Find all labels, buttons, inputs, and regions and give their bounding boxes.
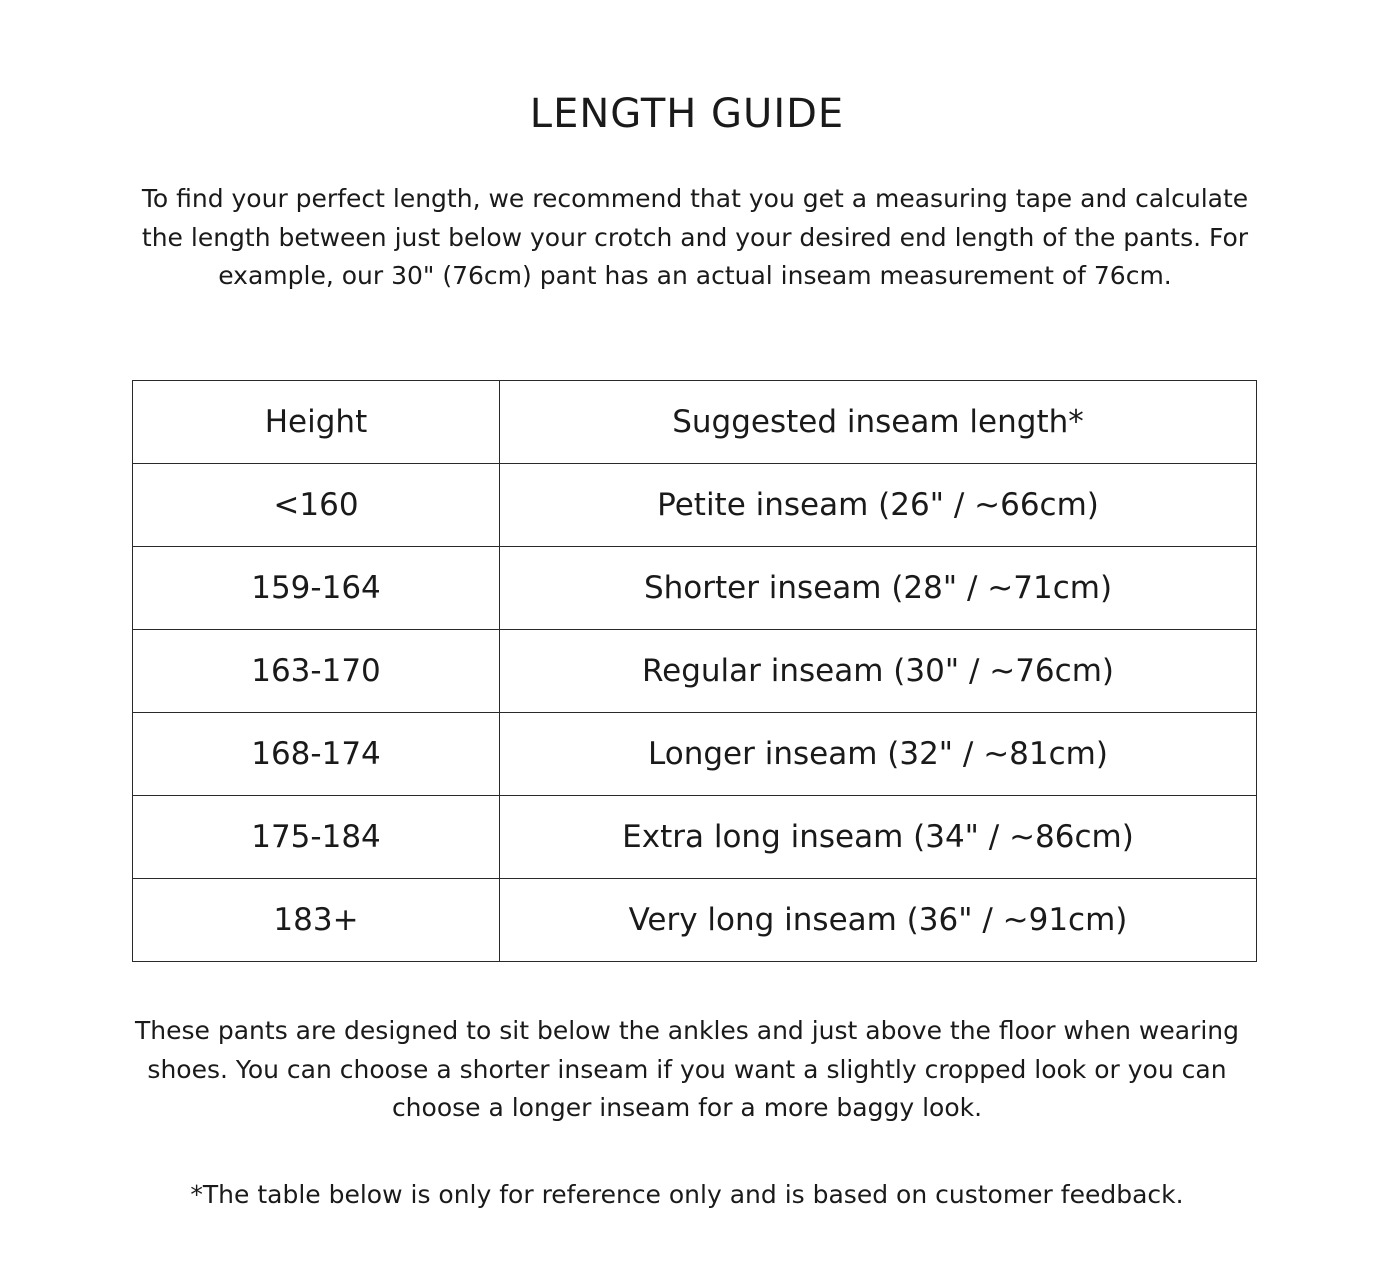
height-cell: 163-170 — [133, 630, 500, 713]
outro-paragraph: These pants are designed to sit below the ankles and just above the floor when wearing shoes. You can choose a shorter inseam if you want a slightly cropped look or you can choose a longer inseam for a more baggy look. — [135, 1016, 1239, 1122]
table-row — [133, 796, 1257, 879]
table-header-row — [133, 381, 1257, 464]
header-inseam: Suggested inseam length* — [500, 381, 1257, 464]
inseam-cell: Regular inseam (30" / ~76cm) — [500, 630, 1257, 713]
length-guide-table — [132, 380, 1257, 962]
inseam-cell: Shorter inseam (28" / ~71cm) — [500, 547, 1257, 630]
inseam-cell: Petite inseam (26" / ~66cm) — [500, 464, 1257, 547]
inseam-cell: Extra long inseam (34" / ~86cm) — [500, 796, 1257, 879]
table-row — [133, 630, 1257, 713]
inseam-cell: Very long inseam (36" / ~91cm) — [500, 879, 1257, 962]
table-row — [133, 464, 1257, 547]
header-height: Height — [133, 381, 500, 464]
table-row — [133, 879, 1257, 962]
height-cell: 183+ — [133, 879, 500, 962]
table-row — [133, 547, 1257, 630]
height-cell: 159-164 — [133, 547, 500, 630]
inseam-cell: Longer inseam (32" / ~81cm) — [500, 713, 1257, 796]
table-row — [133, 713, 1257, 796]
page-title: LENGTH GUIDE — [529, 91, 845, 137]
height-cell: <160 — [133, 464, 500, 547]
intro-paragraph: To find your perfect length, we recommend that you get a measuring tape and calculate the length between just below your crotch and your desired end length of the pants. For example, our 30" (76cm) pant has an actual inseam measurement of 76cm. — [141, 184, 1249, 290]
footnote: *The table below is only for reference only and is based on customer feedback. — [190, 1180, 1184, 1209]
height-cell: 168-174 — [133, 713, 500, 796]
height-cell: 175-184 — [133, 796, 500, 879]
